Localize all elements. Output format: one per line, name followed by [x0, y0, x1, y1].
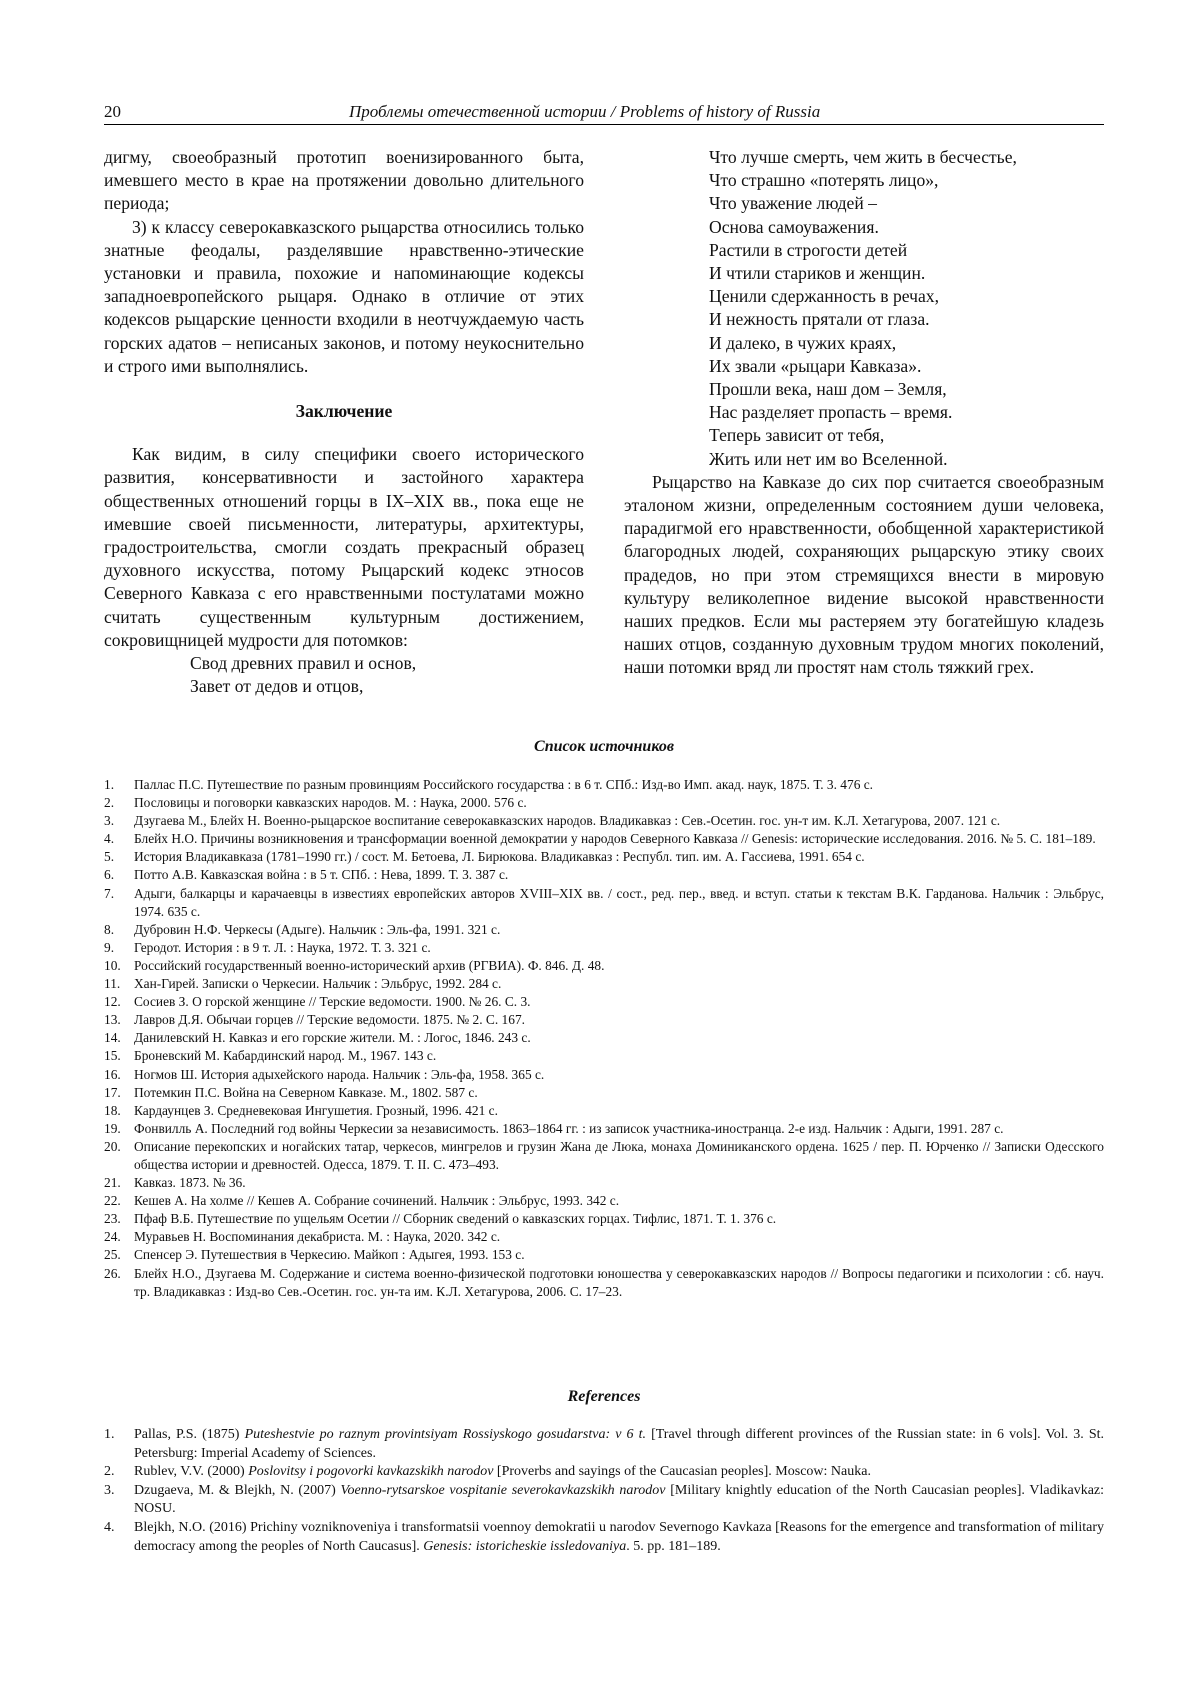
item-number: 24. — [104, 1229, 121, 1245]
page-number: 20 — [104, 102, 121, 121]
item-text: Пфаф В.Б. Путешествие по ущельям Осетии // Сборник сведений о кавказских горцах. Тифлис, 1871. Т. 1. 376 с. — [134, 1211, 777, 1227]
item-text: [Travel through different provinces of the Russian state: in 6 vols]. Vol. 3. St. Petersburg: Imperial Academy of Sciences. — [134, 1427, 1104, 1461]
references-heading: References — [567, 1388, 641, 1405]
item-text: Спенсер Э. Путешествия в Черкесию. Майкоп : Адыгея, 1993. 153 с. — [134, 1247, 525, 1263]
item-text: Описание перекопских и ногайских татар, черкесов, мингрелов и грузин Жана де Люка, монаха Доминиканского ордена. 1625 / пер. П. Юрченко // Записки Одесского общества истории и древностей. Одесса, 1879. Т. II. С. 473–493. — [134, 1138, 1104, 1172]
item-text: История Владикавказа (1781–1990 гг.) / сост. М. Бетоева, Л. Бирюкова. Владикавказ : Республ. тип. им. А. Гассиева, 1991. 654 с. — [134, 849, 865, 865]
item-number: 1. — [104, 1427, 115, 1442]
item-text: Лавров Д.Я. Обычаи горцев // Терские ведомости. 1875. № 2. С. 167. — [134, 1012, 525, 1028]
list-item — [104, 885, 1104, 921]
list-item — [104, 1482, 1104, 1519]
item-text: Блейх Н.О., Дзугаева М. Содержание и система военно-физической подготовки юношества у северокавказских народов // Вопросы педагогики и психологии : сб. науч. тр. Владикавказ : Изд-во Сев.-Осетин. гос. ун-та им. К.Л. Хетагурова, 2006. С. 17–23. — [134, 1265, 1104, 1299]
paragraph: 3) к классу северокавказского рыцарства относились только знатные феодалы, разделявшие нравственно-этические установки и правила, похожие и напоминающие кодексы западноевропейского рыцаря. Однако в отличие от этих кодексов рыцарские ценности входили в неотчуждаемую часть горских адатов – неписаных законов, и потому неукоснительно и строго ими выполнялись. — [104, 216, 584, 376]
section-heading: Заключение — [295, 401, 393, 422]
item-text: Кардаунцев З. Средневековая Ингушетия. Грозный, 1996. 421 с. — [134, 1102, 498, 1118]
right-column — [624, 146, 1104, 680]
item-text: Blejkh, N.O. (2016) Prichiny vozniknoveniya i transformatsii voennoy demokratii u narodov Severnogo Kavkaza [Reasons for the emergence and transformation of military democracy among the peoples of North Caucasus]. — [134, 1519, 1104, 1554]
item-number: 6. — [104, 867, 115, 883]
sources-section — [104, 738, 1104, 1301]
list-item — [104, 975, 1104, 993]
list-item — [104, 1120, 1104, 1138]
list-item — [104, 1029, 1104, 1047]
sources-list — [104, 776, 1104, 1301]
item-number: 26. — [104, 1265, 121, 1281]
paragraph: дигму, своеобразный прототип военизированного быта, имевшего место в крае на протяжении довольно длительного периода; — [104, 147, 584, 214]
item-text: Адыги, балкарцы и карачаевцы в известиях европейских авторов XVIII–XIX вв. / сост., ред. пер., введ. и вступ. статьи к текстам В.К. Гарданова. Нальчик : Эльбрус, 1974. 635 с. — [134, 885, 1104, 919]
paragraph: Рыцарство на Кавказе до сих пор считается своеобразным эталоном жизни, определенным состоянием души человека, парадигмой его нравственности, обобщенной характеристикой благородных людей, сохраняющих рыцарскую этику своих прадедов, но при этом стремящихся внести в мировую культуру великолепное видение высокой нравственности наших предков. Если мы растеряем эту богатейшую кладезь наших отцов, созданную духовным трудом многих поколений, наши потомки вряд ли простят нам столь тяжкий грех. — [624, 471, 1104, 678]
paragraph: Как видим, в силу специфики своего исторического развития, консервативности и застойного характера общественных отношений горцы в IX–XIX вв., пока еще не имевшие своей письменности, литературы, архитектуры, градостроительства, смогли создать прекрасный образец духовного искусства, потому Рыцарский кодекс этносов Северного Кавказа с его нравственными постулатами можно считать существенным культурным достижением, сокровищницей мудрости для потомков: — [104, 444, 584, 650]
item-number: 20. — [104, 1138, 121, 1154]
list-item — [104, 1066, 1104, 1084]
references-list — [104, 1426, 1104, 1556]
poem-line: Свод древних правил и основ, — [190, 653, 417, 674]
item-title-italic: Puteshestvie po raznym provintsiyam Rossiyskogo gosudarstva: v 6 t. — [244, 1427, 646, 1442]
poem-line: Прошли века, наш дом – Земля, — [709, 379, 947, 400]
item-number: 12. — [104, 994, 121, 1010]
sources-heading: Список источников — [534, 738, 674, 755]
poem-line: Завет от дедов и отцов, — [190, 676, 364, 697]
item-text: Кешев А. На холме // Кешев А. Собрание сочинений. Нальчик : Эльбрус, 1993. 342 с. — [134, 1193, 620, 1209]
item-text: . 5. pp. 181–189. — [626, 1538, 721, 1554]
list-item — [104, 1102, 1104, 1120]
item-text: Потто А.В. Кавказская война : в 5 т. СПб. : Нева, 1899. Т. 3. 387 с. — [134, 867, 509, 883]
list-item — [104, 776, 1104, 794]
poem-line: Их звали «рыцари Кавказа». — [709, 355, 922, 376]
item-text: Геродот. История : в 9 т. Л. : Наука, 1972. Т. 3. 321 с. — [134, 939, 431, 955]
poem-line: Что страшно «потерять лицо», — [709, 170, 939, 191]
item-text: Дубровин Н.Ф. Черкесы (Адыге). Нальчик : Эль-фа, 1991. 321 с. — [134, 921, 501, 937]
item-text: Данилевский Н. Кавказ и его горские жители. М. : Логос, 1846. 243 с. — [134, 1030, 531, 1046]
item-text: Фонвилль А. Последний год войны Черкесии за независимость. 1863–1864 гг. : из записок участника-иностранца. 2-е изд. Нальчик : Адыги, 1991. 287 с. — [134, 1120, 1004, 1136]
list-item — [104, 830, 1104, 848]
item-text: Pallas, P.S. (1875) — [134, 1427, 245, 1442]
item-number: 5. — [104, 849, 115, 865]
item-number: 3. — [104, 1482, 115, 1498]
item-title-italic: Voenno-rytsarskoe vospitanie severokavkazskikh narodov — [340, 1482, 666, 1498]
item-number: 22. — [104, 1193, 121, 1209]
item-number: 23. — [104, 1211, 121, 1227]
list-item — [104, 1174, 1104, 1192]
poem-line: Жить или нет им во Вселенной. — [709, 448, 948, 469]
item-text: Dzugaeva, M. & Blejkh, N. (2007) — [134, 1482, 341, 1498]
list-item — [104, 1228, 1104, 1246]
journal-title: Проблемы отечественной истории / Problems of history of Russia — [349, 102, 821, 121]
item-number: 3. — [104, 813, 115, 829]
list-item — [104, 993, 1104, 1011]
item-title-italic: Genesis: istoricheskie issledovaniya — [423, 1538, 627, 1554]
list-item — [104, 1138, 1104, 1174]
item-text: Броневский М. Кабардинский народ. М., 1967. 143 с. — [134, 1048, 437, 1064]
list-item — [104, 1011, 1104, 1029]
list-item — [104, 957, 1104, 975]
item-number: 16. — [104, 1066, 121, 1082]
poem-line: Нас разделяет пропасть – время. — [709, 402, 953, 423]
list-item — [104, 1463, 1104, 1482]
item-number: 17. — [104, 1084, 121, 1100]
poem-line: И далеко, в чужих краях, — [709, 332, 897, 353]
item-number: 4. — [104, 831, 115, 847]
list-item — [104, 1246, 1104, 1264]
item-text: Российский государственный военно-исторический архив (РГВИА). Ф. 846. Д. 48. — [134, 957, 605, 973]
item-number: 1. — [104, 777, 115, 792]
item-number: 13. — [104, 1012, 121, 1028]
poem-line: И чтили стариков и женщин. — [709, 263, 926, 284]
item-number: 21. — [104, 1175, 121, 1191]
item-number: 8. — [104, 921, 115, 937]
poem-line: И нежность прятали от глаза. — [709, 309, 930, 330]
list-item — [104, 939, 1104, 957]
page — [104, 100, 1105, 1554]
item-text: Паллас П.С. Путешествие по разным провинциям Российского государства : в 6 т. СПб.: Изд-во Имп. акад. наук, 1875. Т. 3. 476 с. — [134, 777, 874, 792]
item-number: 25. — [104, 1247, 121, 1263]
list-item — [104, 1426, 1104, 1463]
item-text: Блейх Н.О. Причины возникновения и трансформации военной демократии у народов Северного Кавказа // Genesis: исторические исследования. 2016. № 5. С. 181–189. — [134, 831, 1096, 847]
poem-fragment — [104, 652, 584, 698]
item-text: Сосиев З. О горской женщине // Терские ведомости. 1900. № 26. С. 3. — [134, 994, 531, 1010]
list-item — [104, 866, 1104, 884]
item-number: 10. — [104, 957, 121, 973]
poem-line: Что уважение людей – — [709, 193, 877, 214]
item-text: Кавказ. 1873. № 36. — [134, 1175, 246, 1191]
list-item — [104, 794, 1104, 812]
item-text: [Military knightly education of the North Caucasian peoples]. Vladikavkaz: NOSU. — [134, 1482, 1105, 1517]
item-title-italic: Poslovitsy i pogovorki kavkazskikh narodov — [248, 1464, 494, 1480]
list-item — [104, 1210, 1104, 1228]
item-number: 2. — [104, 795, 115, 811]
poem-line: Основа самоуважения. — [709, 216, 879, 237]
poem-line: Что лучше смерть, чем жить в бесчестье, — [709, 147, 1017, 167]
item-number: 19. — [104, 1120, 121, 1136]
references-section — [104, 1388, 1104, 1556]
list-item — [104, 921, 1104, 939]
item-number: 4. — [104, 1519, 115, 1535]
item-text: Дзугаева М., Блейх Н. Военно-рыцарское воспитание северокавказских народов. Владикавказ : Сев.-Осетин. гос. ун-т им. К.Л. Хетагурова, 2007. 121 с. — [134, 813, 1001, 829]
list-item — [104, 812, 1104, 830]
list-item — [104, 1084, 1104, 1102]
left-column — [104, 146, 584, 698]
item-number: 9. — [104, 939, 115, 955]
item-number: 18. — [104, 1102, 121, 1118]
running-header — [104, 100, 1104, 125]
item-number: 11. — [104, 976, 121, 992]
item-number: 15. — [104, 1048, 121, 1064]
list-item — [104, 1265, 1104, 1301]
item-text: Пословицы и поговорки кавказских народов. М. : Наука, 2000. 576 с. — [134, 795, 527, 811]
list-item — [104, 1192, 1104, 1210]
poem-line: Ценили сдержанность в речах, — [709, 286, 939, 307]
list-item — [104, 848, 1104, 866]
poem — [624, 146, 1104, 471]
item-text: Rublev, V.V. (2000) — [134, 1464, 249, 1480]
poem-line: Растили в строгости детей — [709, 239, 908, 260]
item-text: Потемкин П.С. Война на Северном Кавказе. М., 1802. 587 с. — [134, 1084, 478, 1100]
item-text: [Proverbs and sayings of the Caucasian peoples]. Moscow: Nauka. — [493, 1464, 871, 1480]
item-number: 7. — [104, 885, 115, 901]
list-item — [104, 1047, 1104, 1065]
list-item — [104, 1519, 1104, 1556]
item-number: 14. — [104, 1030, 121, 1046]
item-text: Хан-Гирей. Записки о Черкесии. Нальчик : Эльбрус, 1992. 284 с. — [134, 976, 502, 992]
poem-line: Теперь зависит от тебя, — [709, 425, 885, 446]
item-text: Ногмов Ш. История адыхейского народа. Нальчик : Эль-фа, 1958. 365 с. — [134, 1066, 545, 1082]
item-text: Муравьев Н. Воспоминания декабриста. М. : Наука, 2020. 342 с. — [134, 1229, 501, 1245]
item-number: 2. — [104, 1464, 115, 1480]
